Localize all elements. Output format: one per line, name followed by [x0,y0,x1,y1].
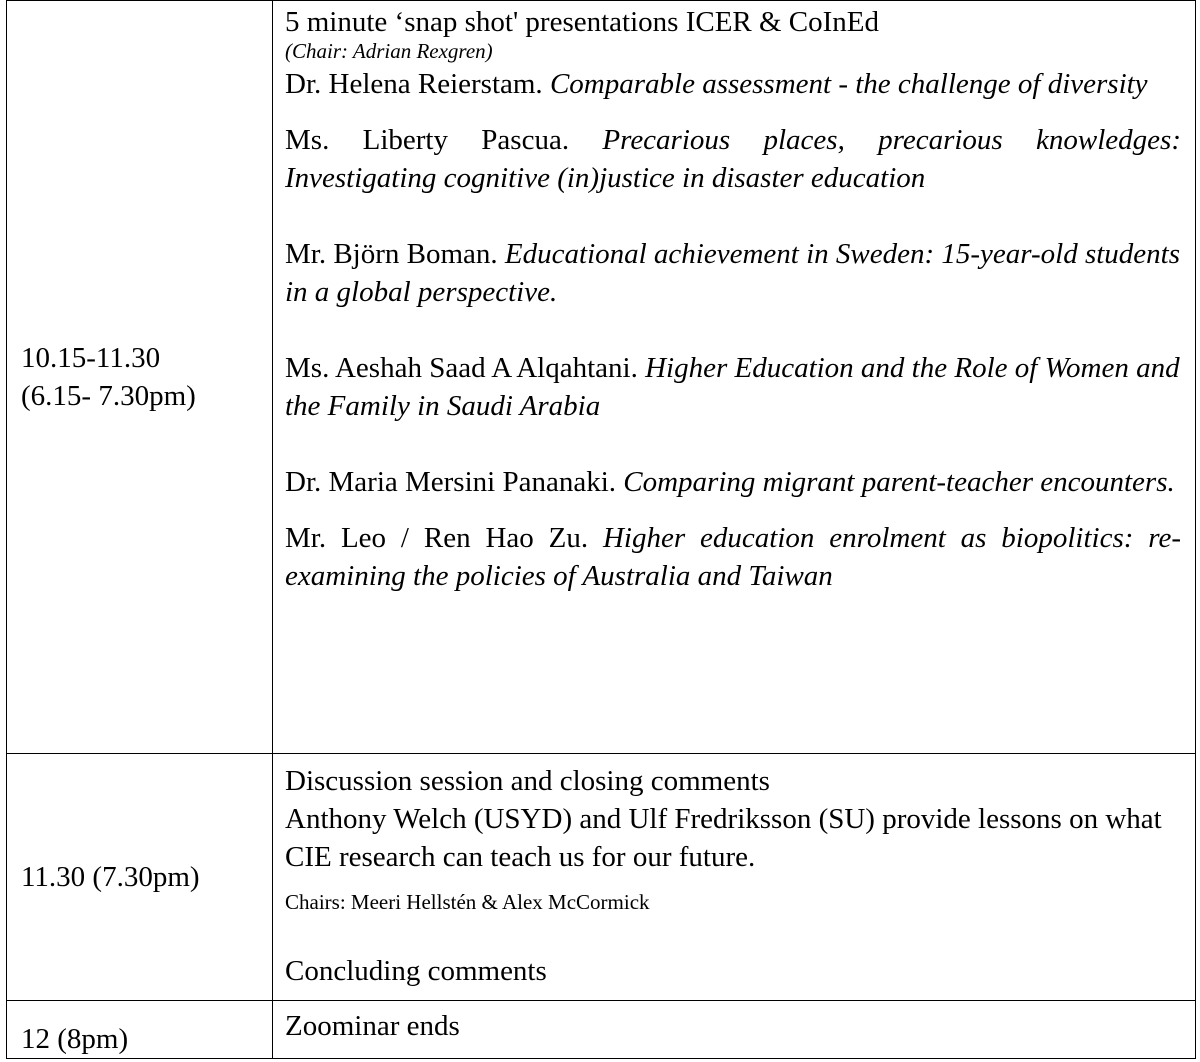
time-text-local: (6.15- 7.30pm) [21,380,196,412]
speaker-name: Ms. Liberty Pascua. [285,124,570,156]
session-chairs: Chairs: Meeri Hellstén & Alex McCormick [285,890,650,914]
schedule-row [7,1,1196,754]
presentation-title: Higher education enrolment as biopolitics: re-examining the policies of Australia and Taiwan [285,522,1182,592]
session-chair: (Chair: Adrian Rexgren) [285,39,493,63]
time-text: 11.30 (7.30pm) [21,861,200,893]
speaker-name: Dr. Maria Mersini Pananaki. [285,466,617,498]
time-text: 12 (8pm) [21,1023,129,1055]
time-text: 10.15-11.30 [21,342,161,374]
session-heading: 5 minute ‘snap shot' presentations ICER & CoInEd [285,6,880,38]
session-description: Anthony Welch (USYD) and Ulf Fredriksson (SU) provide lessons on what CIE research can teach us for our future. [285,803,1162,873]
presentation-title: Precarious places, precarious knowledges: Investigating cognitive (in)justice in disaster education [285,124,1181,194]
schedule-row [7,754,1196,1001]
time-cell [7,754,273,1001]
content-cell [273,1,1196,754]
time-cell [7,1001,273,1059]
schedule-row [7,1001,1196,1059]
presentation-title: Educational achievement in Sweden: 15-year-old students in a global perspective. [285,238,1181,308]
presentation-item [285,235,1181,311]
speaker-name: Mr. Björn Boman. [285,238,498,270]
presentation-title: Comparable assessment - the challenge of diversity [549,68,1148,100]
content-cell [273,754,1196,1001]
speaker-name: Ms. Aeshah Saad A Alqahtani. [285,352,638,384]
concluding-comments: Concluding comments [285,955,547,987]
presentation-title: Higher Education and the Role of Women and the Family in Saudi Arabia [285,352,1180,422]
presentation-title: Comparing migrant parent-teacher encounters. [623,466,1175,498]
presentation-item [285,349,1181,425]
content-cell [273,1001,1196,1059]
session-heading: Zoominar ends [285,1010,460,1042]
presentation-item [285,121,1181,197]
presentation-item [285,463,1181,501]
speaker-name: Mr. Leo / Ren Hao Zu. [285,522,589,554]
presentation-item [285,519,1181,595]
time-cell [7,1,273,754]
session-heading: Discussion session and closing comments [285,765,770,797]
speaker-name: Dr. Helena Reierstam. [285,68,543,100]
presentation-item [285,65,1181,103]
schedule-table [6,0,1196,1059]
